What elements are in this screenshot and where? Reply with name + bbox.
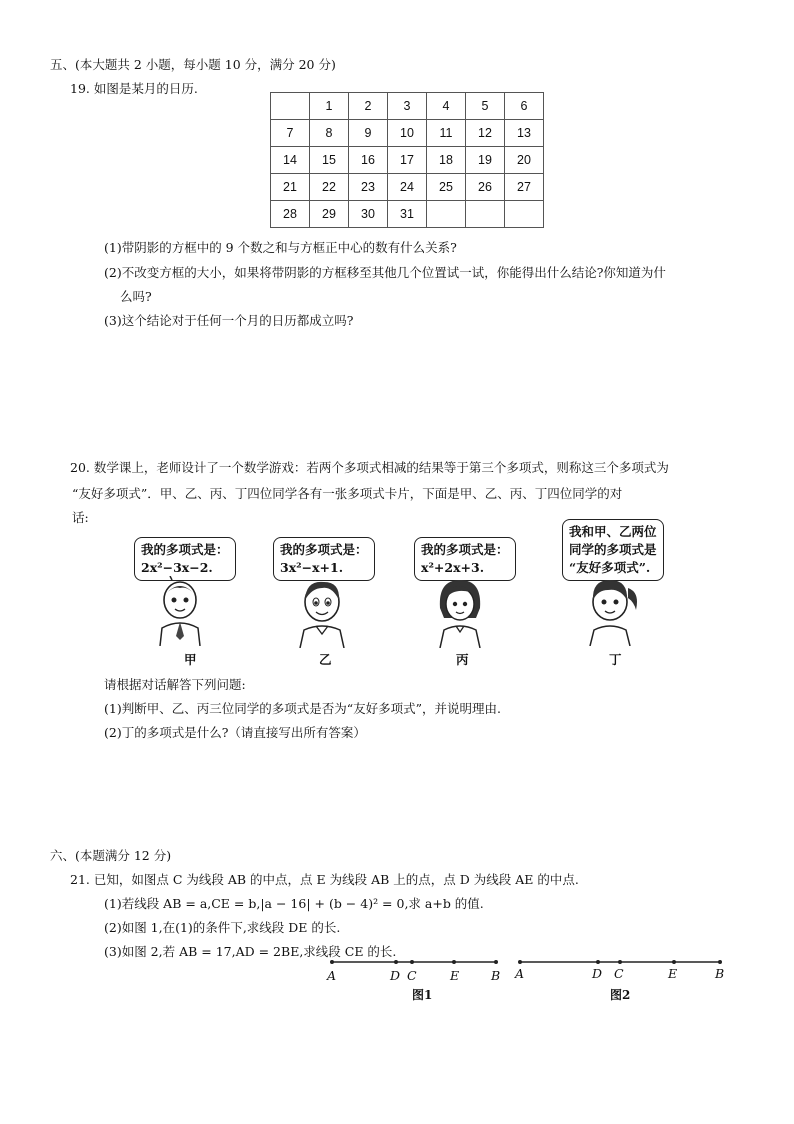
calendar-cell: 24 xyxy=(388,174,427,201)
calendar-cell: 29 xyxy=(310,201,349,228)
q20-part2: (2)丁的多项式是什么?（请直接写出所有答案） xyxy=(104,725,366,740)
fig1-label-a: A xyxy=(327,968,337,983)
bubble-yi-line1: 我的多项式是： xyxy=(280,542,368,557)
fig1-label-b: B xyxy=(491,968,501,983)
q19-part2-line1: (2)不改变方框的大小，如果将带阴影的方框移至其他几个位置试一试，你能得出什么结论?你知道为什 xyxy=(104,265,666,280)
calendar-row xyxy=(271,120,544,147)
q19-part1: (1)带阴影的方框中的 9 个数之和与方框正中心的数有什么关系? xyxy=(104,240,457,255)
fig1-label-d: D xyxy=(390,968,401,983)
q21-stem: 21. 已知，如图点 C 为线段 AB 的中点，点 E 为线段 AB 上的点，点 D 为线段 AE 的中点. xyxy=(70,872,579,887)
calendar-cell: 15 xyxy=(310,147,349,174)
calendar-cell: 27 xyxy=(505,174,544,201)
calendar-cell: 2 xyxy=(349,93,388,120)
bubble-jia-line1: 我的多项式是： xyxy=(141,542,229,557)
calendar-cell: 19 xyxy=(466,147,505,174)
fig2-label-c: C xyxy=(614,966,624,981)
fig1-label-e: E xyxy=(450,968,460,983)
calendar-cell: 25 xyxy=(427,174,466,201)
calendar-table xyxy=(270,92,544,228)
bubble-ding xyxy=(562,519,664,581)
calendar-cell: 14 xyxy=(271,147,310,174)
calendar-cell xyxy=(466,201,505,228)
calendar-cell xyxy=(505,201,544,228)
q21-part1: (1)若线段 AB = a,CE = b,|a − 16| + (b − 4)² = 0,求 a+b 的值. xyxy=(104,896,484,911)
name-jia: 甲 xyxy=(184,652,197,667)
calendar-cell xyxy=(427,201,466,228)
calendar-cell: 13 xyxy=(505,120,544,147)
calendar-cell: 5 xyxy=(466,93,505,120)
calendar-cell: 4 xyxy=(427,93,466,120)
bubble-ding-line1: 我和甲、乙两位 xyxy=(569,524,657,539)
fig2-caption: 图2 xyxy=(610,988,631,1002)
calendar-cell: 1 xyxy=(310,93,349,120)
q20-stem-line3: 话: xyxy=(72,510,89,525)
calendar-cell: 12 xyxy=(466,120,505,147)
calendar-cell: 18 xyxy=(427,147,466,174)
q19-part3: (3)这个结论对于任何一个月的日历都成立吗? xyxy=(104,313,354,328)
calendar-row xyxy=(271,93,544,120)
calendar-cell: 23 xyxy=(349,174,388,201)
q20-stem-line1: 20. 数学课上，老师设计了一个数学游戏：若两个多项式相减的结果等于第三个多项式，则称这三个多项式为 xyxy=(70,460,669,475)
calendar-row xyxy=(271,201,544,228)
q21-part2: (2)如图 1,在(1)的条件下,求线段 DE 的长. xyxy=(104,920,341,935)
calendar-cell: 21 xyxy=(271,174,310,201)
calendar-cell: 31 xyxy=(388,201,427,228)
calendar-cell: 26 xyxy=(466,174,505,201)
name-yi: 乙 xyxy=(319,652,332,667)
bubble-ding-line3: “友好多项式”. xyxy=(569,560,651,575)
calendar-cell: 11 xyxy=(427,120,466,147)
name-bing: 丙 xyxy=(456,652,469,667)
bubble-ding-line2: 同学的多项式是 xyxy=(569,542,657,557)
calendar-cell: 30 xyxy=(349,201,388,228)
bubble-jia-line2: 2x²−3x−2. xyxy=(141,560,213,575)
calendar-cell: 7 xyxy=(271,120,310,147)
bubble-yi xyxy=(273,537,375,581)
name-ding: 丁 xyxy=(609,652,622,667)
student-ding-illustration xyxy=(580,574,644,646)
calendar-cell: 22 xyxy=(310,174,349,201)
q19-part2-line2: 么吗? xyxy=(120,289,152,304)
section-5-heading: 五、(本大题共 2 小题，每小题 10 分，满分 20 分) xyxy=(50,57,336,72)
calendar-cell: 10 xyxy=(388,120,427,147)
section-6-heading: 六、(本题满分 12 分) xyxy=(50,848,172,863)
q20-stem-line2: “友好多项式”．甲、乙、丙、丁四位同学各有一张多项式卡片，下面是甲、乙、丙、丁四位同学的对 xyxy=(72,486,623,501)
bubble-jia xyxy=(134,537,236,581)
fig2-label-d: D xyxy=(592,966,603,981)
calendar-cell: 6 xyxy=(505,93,544,120)
calendar-cell: 8 xyxy=(310,120,349,147)
bubble-bing-line1: 我的多项式是： xyxy=(421,542,509,557)
student-bing-illustration xyxy=(430,578,490,648)
fig2-label-a: A xyxy=(515,966,525,981)
fig2-label-b: B xyxy=(715,966,725,981)
calendar-row xyxy=(271,147,544,174)
calendar-cell: 28 xyxy=(271,201,310,228)
calendar-cell: 16 xyxy=(349,147,388,174)
calendar-cell: 9 xyxy=(349,120,388,147)
fig1-label-c: C xyxy=(407,968,417,983)
calendar-cell: 20 xyxy=(505,147,544,174)
bubble-bing xyxy=(414,537,516,581)
bubble-bing-line2: x²+2x+3. xyxy=(421,560,485,575)
student-jia-illustration xyxy=(150,576,210,646)
student-yi-illustration xyxy=(292,578,352,648)
q20-part1: (1)判断甲、乙、丙三位同学的多项式是否为“友好多项式”，并说明理由. xyxy=(104,701,501,716)
calendar-cell: 3 xyxy=(388,93,427,120)
q20-prompt: 请根据对话解答下列问题: xyxy=(104,677,246,692)
fig1-caption: 图1 xyxy=(412,988,433,1002)
bubble-yi-line2: 3x²−x+1. xyxy=(280,560,344,575)
calendar-row xyxy=(271,174,544,201)
figure-1-segment xyxy=(326,956,502,968)
q21-part3: (3)如图 2,若 AB = 17,AD = 2BE,求线段 CE 的长. xyxy=(104,944,397,959)
q19-stem: 19. 如图是某月的日历. xyxy=(70,81,198,96)
fig2-label-e: E xyxy=(668,966,678,981)
calendar-cell: 17 xyxy=(388,147,427,174)
calendar-cell xyxy=(271,93,310,120)
